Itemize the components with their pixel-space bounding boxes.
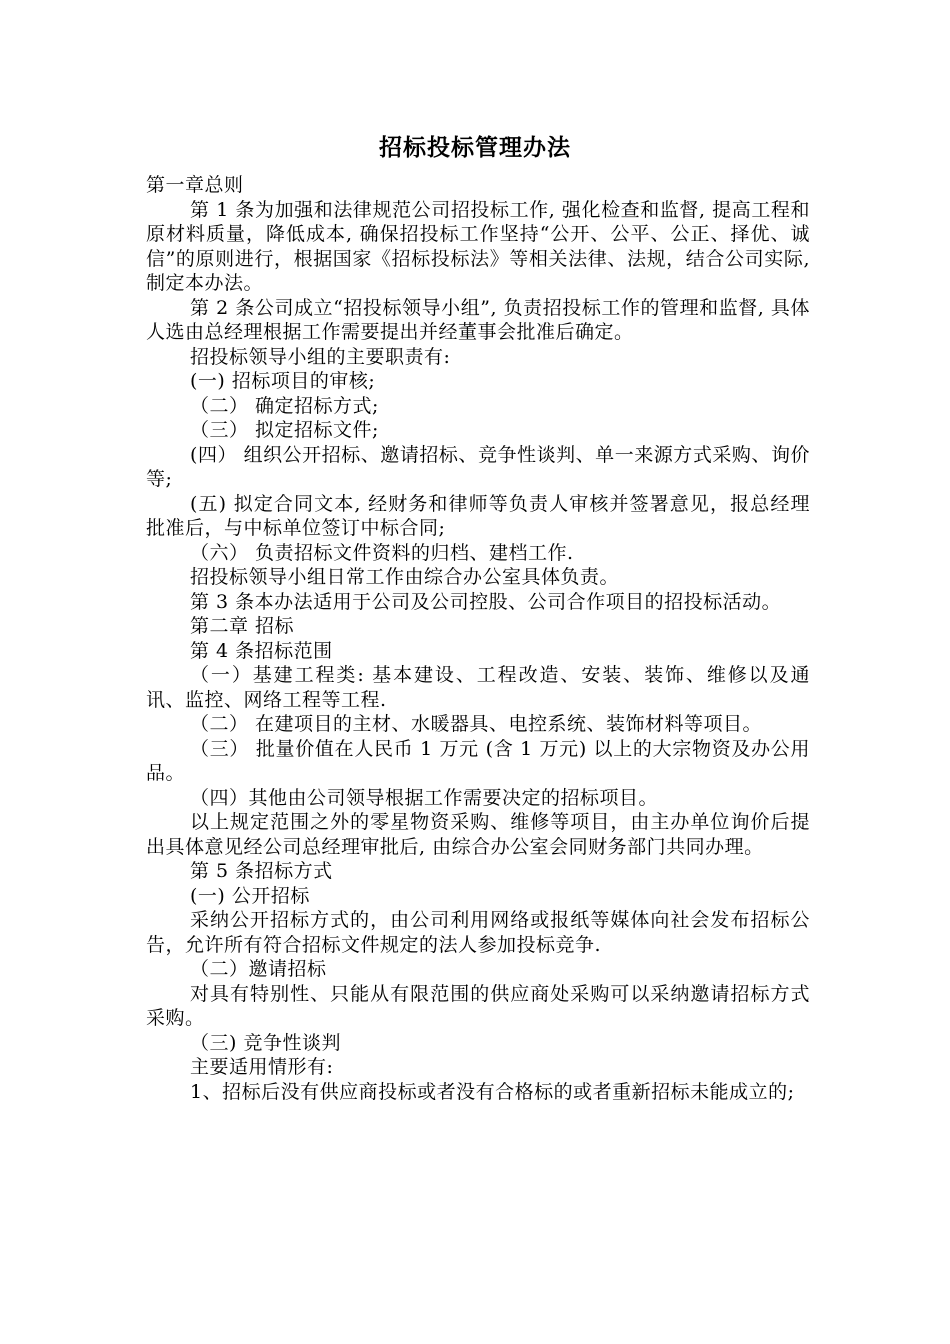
paragraph: （四）其他由公司领导根据工作需要决定的招标项目。 <box>190 786 659 809</box>
paragraph: （三） 拟定招标文件; <box>190 419 379 441</box>
paragraph: 主要适用情形有: <box>190 1056 334 1078</box>
paragraph: 第 5 条招标方式 <box>190 860 333 882</box>
paragraph: （二） 确定招标方式; <box>190 394 379 417</box>
paragraph: （三） 批量价值在人民币 1 万元 (含 1 万元) 以上的大宗物资及办公用品。 <box>146 737 810 784</box>
paragraph: 以上规定范围之外的零星物资采购、维修等项目，由主办单位询价后提出具体意见经公司总经理审批后, 由综合办公室会同财务部门共同办理。 <box>146 811 810 858</box>
paragraph: 招投标领导小组日常工作由综合办公室具体负责。 <box>190 566 620 588</box>
paragraph: 第 1 条为加强和法律规范公司招投标工作, 强化检查和监督, 提高工程和原材料质量，降低成本, 确保招投标工作坚持“公开、公平、公正、择优、诚信”的原则进行，根据国家《招标投标法》等相关法律、法规，结合公司实际, 制定本办法。 <box>146 198 810 294</box>
paragraph: (四） 组织公开招标、邀请招标、竞争性谈判、单一来源方式采购、询价等; <box>146 443 810 490</box>
paragraph: （一）基建工程类: 基本建设、工程改造、安装、装饰、维修以及通 讯、监控、网络工程等工程. <box>146 664 810 711</box>
paragraph: 第一章总则 <box>146 174 244 196</box>
paragraph: （二）邀请招标 <box>190 958 327 980</box>
document-body <box>146 173 810 1104</box>
paragraph: 采纳公开招标方式的，由公司利用网络或报纸等媒体向社会发布招标公告，允许所有符合招标文件规定的法人参加投标竞争. <box>146 909 810 956</box>
paragraph: （三) 竞争性谈判 <box>190 1031 341 1054</box>
paragraph: （六） 负责招标文件资料的归档、建档工作. <box>190 541 574 564</box>
paragraph: (五) 拟定合同文本, 经财务和律师等负责人审核并签署意见，报总经理批准后，与中标单位签订中标合同; <box>146 492 810 539</box>
paragraph: 招投标领导小组的主要职责有: <box>190 345 451 368</box>
document-title: 招标投标管理办法 <box>379 134 571 161</box>
paragraph: 第 3 条本办法适用于公司及公司控股、公司合作项目的招投标活动。 <box>190 590 782 613</box>
paragraph: (一) 招标项目的审核; <box>190 370 376 392</box>
paragraph: （二） 在建项目的主材、水暖器具、电控系统、装饰材料等项目。 <box>190 713 763 735</box>
paragraph: 对具有特别性、只能从有限范围的供应商处采购可以采纳邀请招标方式采购。 <box>146 982 810 1029</box>
paragraph: 第二章 招标 <box>190 615 295 637</box>
paragraph: 第 2 条公司成立“招投标领导小组”, 负责招投标工作的管理和监督, 具体人选由总经理根据工作需要提出并经董事会批准后确定。 <box>146 296 810 343</box>
paragraph: 第 4 条招标范围 <box>190 639 333 662</box>
paragraph: (一) 公开招标 <box>190 884 310 907</box>
paragraph: 1、招标后没有供应商投标或者没有合格标的或者重新招标未能成立的; <box>190 1080 795 1103</box>
